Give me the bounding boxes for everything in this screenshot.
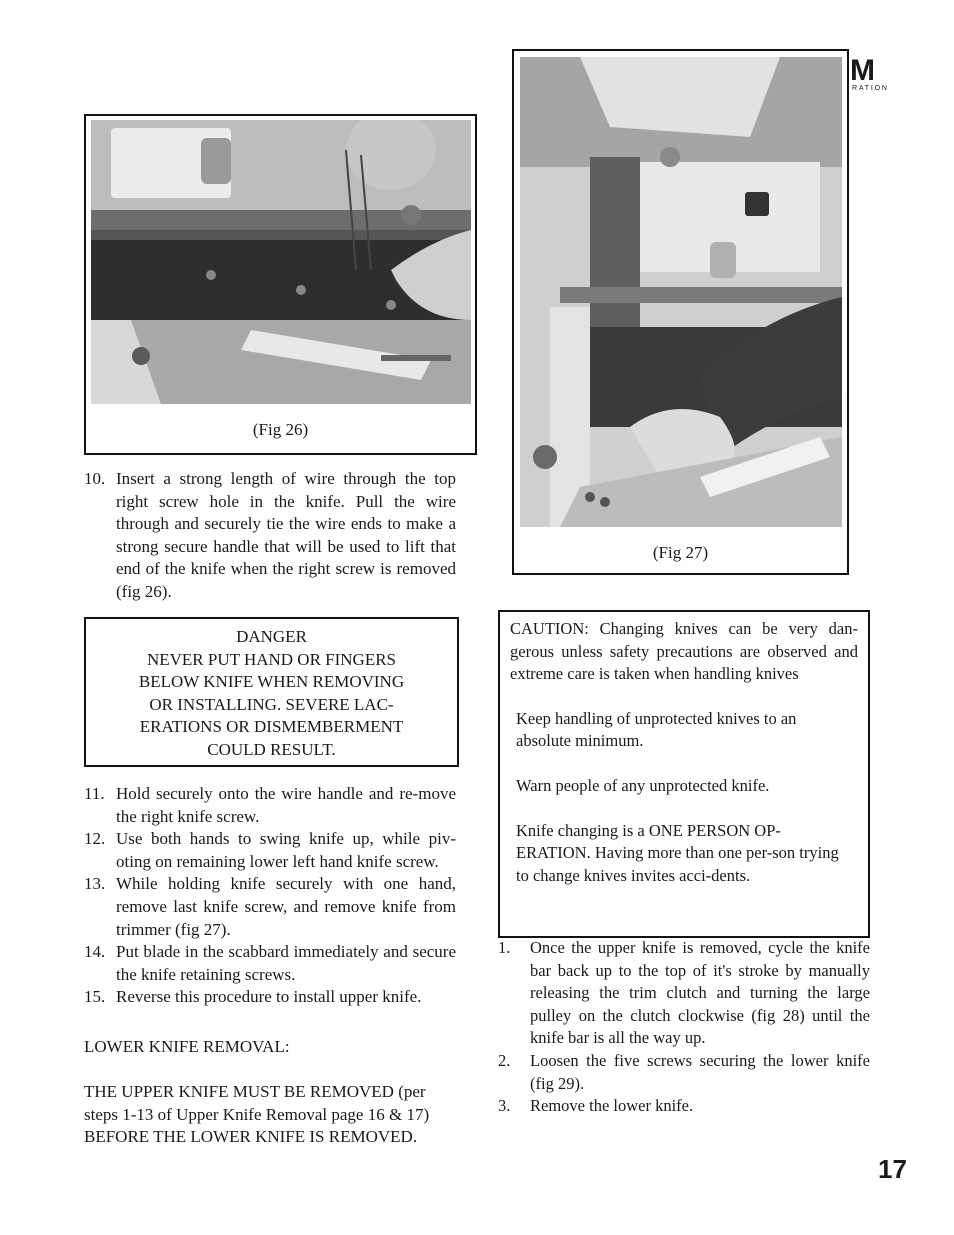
- company-logo: [840, 54, 900, 94]
- step-number: 10.: [84, 469, 106, 488]
- step-item: [498, 1095, 870, 1118]
- figure-27-photo: [520, 57, 842, 527]
- logo-subtext: RATION: [852, 85, 889, 92]
- lower-knife-heading: LOWER KNIFE REMOVAL:: [84, 1037, 290, 1056]
- step-item: [84, 941, 456, 986]
- lower-knife-intro: THE UPPER KNIFE MUST BE REMOVED (per steps 1-13 of Upper Knife Removal page 16 & 17) BEFORE THE LOWER KNIFE IS REMOVED.: [84, 1082, 430, 1147]
- lower-knife-steps: [498, 937, 870, 1118]
- step-number: 2.: [498, 1050, 511, 1070]
- step-number: 14.: [84, 942, 106, 962]
- step-number: 1.: [498, 938, 511, 957]
- figure-26: [84, 114, 477, 455]
- step-item: [84, 986, 456, 1009]
- steps-list-c: [498, 937, 870, 1118]
- step-text: Remove the lower knife.: [530, 1096, 694, 1116]
- danger-line: NEVER PUT HAND OR FINGERS: [146, 649, 397, 669]
- step-text: Insert a strong length of wire through the top right screw hole in the knife. Pull the wire through and securely tie the wire ends to make a strong secure handle that will be used to lift that end of the knife when the right screw is removed (fig 26).: [116, 469, 456, 601]
- upper-knife-steps-part-b: [84, 783, 456, 1009]
- danger-title: DANGER: [236, 627, 307, 646]
- step-number: 15.: [84, 987, 106, 1007]
- step-text: Once the upper knife is removed, cycle the knife bar back up to the top of it's stroke by manually releasing the trim clutch and turning the large pulley on the clutch clockwise (fig 28) until the knife bar is all the way up.: [530, 938, 870, 1048]
- step-text: Hold securely onto the wire handle and re-move the right knife screw.: [116, 784, 456, 826]
- steps-list-b: [84, 783, 456, 1009]
- caution-point: Keep handling of unprotected knives to an absolute minimum.: [516, 708, 797, 751]
- steps-list-a: [84, 468, 456, 604]
- step-text: While holding knife securely with one hand, remove last knife screw, and remove knife from trimmer (fig 27).: [116, 874, 456, 939]
- caution-box: [498, 610, 870, 938]
- danger-box: [84, 617, 459, 767]
- danger-line: OR INSTALLING. SEVERE LAC-: [149, 694, 394, 714]
- step-number: 12.: [84, 829, 106, 849]
- knife-wire-photo-illustration: [91, 120, 471, 404]
- step-number: 11.: [84, 784, 105, 803]
- step-item: [498, 1050, 870, 1095]
- figure-26-photo: [91, 120, 471, 404]
- step-number: 13.: [84, 874, 106, 894]
- step-item: [84, 828, 456, 873]
- step-text: Use both hands to swing knife up, while piv-oting on remaining lower left hand knife screw.: [116, 829, 456, 871]
- step-item: [84, 783, 456, 828]
- step-item: [498, 937, 870, 1050]
- step-item: [84, 468, 456, 604]
- caution-lead: CAUTION: Changing knives can be very dan-gerous unless safety precautions are observed and extreme care is taken when handling knives: [510, 619, 858, 684]
- figure-26-caption: (Fig 26): [252, 420, 309, 439]
- knife-removal-photo-illustration: [520, 57, 842, 527]
- figure-27: [512, 49, 849, 575]
- step-item: [84, 873, 456, 941]
- caution-point: Knife changing is a ONE PERSON OP-ERATION. Having more than one per-son trying to change knives invites acci-dents.: [516, 820, 839, 885]
- step-text: Loosen the five screws securing the lower knife (fig 29).: [530, 1050, 870, 1093]
- danger-lines: [94, 649, 449, 762]
- danger-line: BELOW KNIFE WHEN REMOVING: [138, 672, 405, 692]
- caution-point: Warn people of any unprotected knife.: [516, 775, 770, 795]
- danger-line: ERATIONS OR DISMEMBERMENT: [139, 717, 404, 737]
- step-text: Reverse this procedure to install upper knife.: [116, 987, 422, 1007]
- logo-letters: M: [850, 54, 873, 87]
- step-number: 3.: [498, 1096, 511, 1116]
- step-text: Put blade in the scabbard immediately and secure the knife retaining screws.: [116, 942, 456, 984]
- page-number: 17: [878, 1154, 907, 1184]
- figure-27-caption: (Fig 27): [652, 543, 709, 562]
- caution-points: [510, 708, 858, 888]
- upper-knife-steps-part-a: [84, 468, 456, 604]
- danger-line: COULD RESULT.: [207, 739, 336, 759]
